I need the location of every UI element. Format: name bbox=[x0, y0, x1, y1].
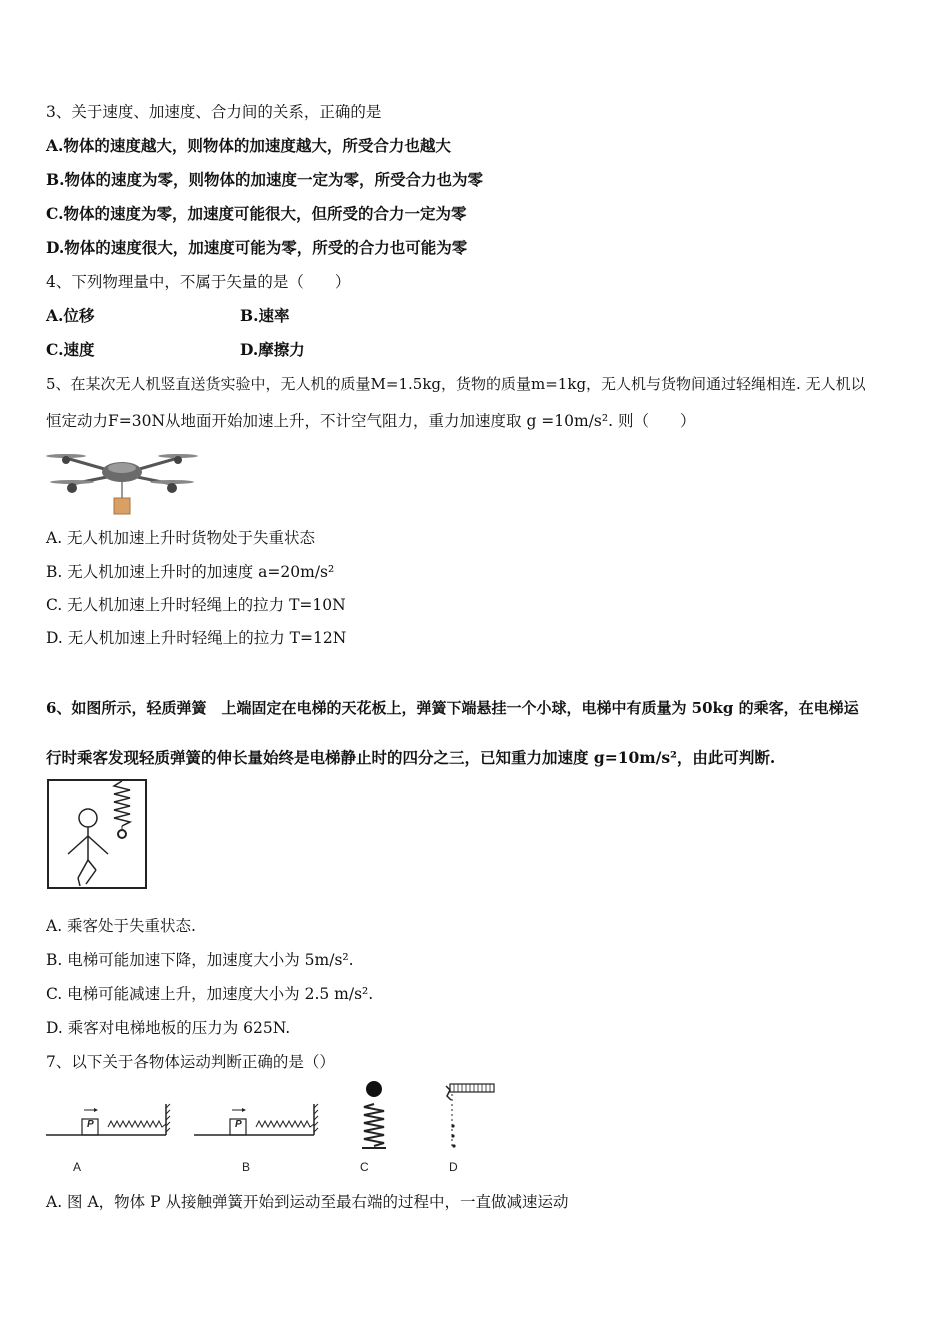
q7-caption-a: A bbox=[73, 1160, 82, 1174]
q4-stem: 4、下列物理量中，不属于矢量的是（ ） bbox=[46, 273, 351, 291]
q4-option-b[interactable]: B.速率 bbox=[240, 306, 290, 325]
q4-option-a[interactable]: A.位移 bbox=[46, 306, 95, 325]
q6-option-b[interactable]: B. 电梯可能加速下降，加速度大小为 5m/s². bbox=[46, 951, 354, 969]
q7-option-a[interactable]: A. 图 A，物体 P 从接触弹簧开始到运动至最右端的过程中，一直做减速运动 bbox=[46, 1193, 569, 1211]
q7-stem: 7、以下关于各物体运动判断正确的是（） bbox=[46, 1053, 335, 1071]
q7-figure-a-block-label: P bbox=[87, 1119, 94, 1130]
q4-option-d[interactable]: D.摩擦力 bbox=[240, 340, 305, 359]
elevator-figure bbox=[46, 778, 150, 890]
q6-option-d[interactable]: D. 乘客对电梯地板的压力为 625N. bbox=[46, 1019, 291, 1037]
q6-stem-line1: 6、如图所示，轻质弹簧 上端固定在电梯的天花板上，弹簧下端悬挂一个小球，电梯中有质量为 50kg 的乘客，在电梯运 bbox=[46, 699, 859, 717]
q5-option-d[interactable]: D. 无人机加速上升时轻绳上的拉力 T=12N bbox=[46, 629, 347, 647]
q7-caption-d: D bbox=[449, 1160, 458, 1174]
q6-option-a[interactable]: A. 乘客处于失重状态. bbox=[46, 917, 196, 935]
drone-figure bbox=[46, 444, 198, 518]
q7-caption-c: C bbox=[360, 1160, 369, 1174]
q6-stem-line2: 行时乘客发现轻质弹簧的伸长量始终是电梯静止时的四分之三，已知重力加速度 g=10m/s²，由此可判断. bbox=[46, 748, 776, 767]
q7-figure-a bbox=[46, 1102, 172, 1140]
q3-stem: 3、关于速度、加速度、合力间的关系，正确的是 bbox=[46, 103, 382, 121]
q7-figure-d bbox=[436, 1080, 498, 1152]
q5-option-c[interactable]: C. 无人机加速上升时轻绳上的拉力 T=10N bbox=[46, 596, 346, 614]
q5-option-a[interactable]: A. 无人机加速上升时货物处于失重状态 bbox=[46, 529, 316, 547]
q7-caption-b: B bbox=[242, 1160, 251, 1174]
q7-figure-c bbox=[360, 1080, 390, 1152]
q3-option-c[interactable]: C.物体的速度为零，加速度可能很大，但所受的合力一定为零 bbox=[46, 204, 467, 223]
q5-stem-line1: 5、在某次无人机竖直送货实验中，无人机的质量M=1.5kg，货物的质量m=1kg，无人机与货物间通过轻绳相连. 无人机以 bbox=[46, 375, 866, 393]
q5-stem-line2: 恒定动力F=30N从地面开始加速上升，不计空气阻力，重力加速度取 g =10m/s². 则（ ） bbox=[46, 412, 696, 430]
q7-figure-b bbox=[194, 1102, 320, 1140]
q5-option-b[interactable]: B. 无人机加速上升时的加速度 a=20m/s² bbox=[46, 563, 335, 581]
q3-option-b[interactable]: B.物体的速度为零，则物体的加速度一定为零，所受合力也为零 bbox=[46, 170, 483, 189]
q7-figure-b-block-label: P bbox=[235, 1119, 242, 1130]
q3-option-d[interactable]: D.物体的速度很大，加速度可能为零，所受的合力也可能为零 bbox=[46, 238, 468, 257]
q3-option-a[interactable]: A.物体的速度越大，则物体的加速度越大，所受合力也越大 bbox=[46, 136, 451, 155]
q6-option-c[interactable]: C. 电梯可能减速上升，加速度大小为 2.5 m/s². bbox=[46, 985, 374, 1003]
q4-option-c[interactable]: C.速度 bbox=[46, 340, 95, 359]
